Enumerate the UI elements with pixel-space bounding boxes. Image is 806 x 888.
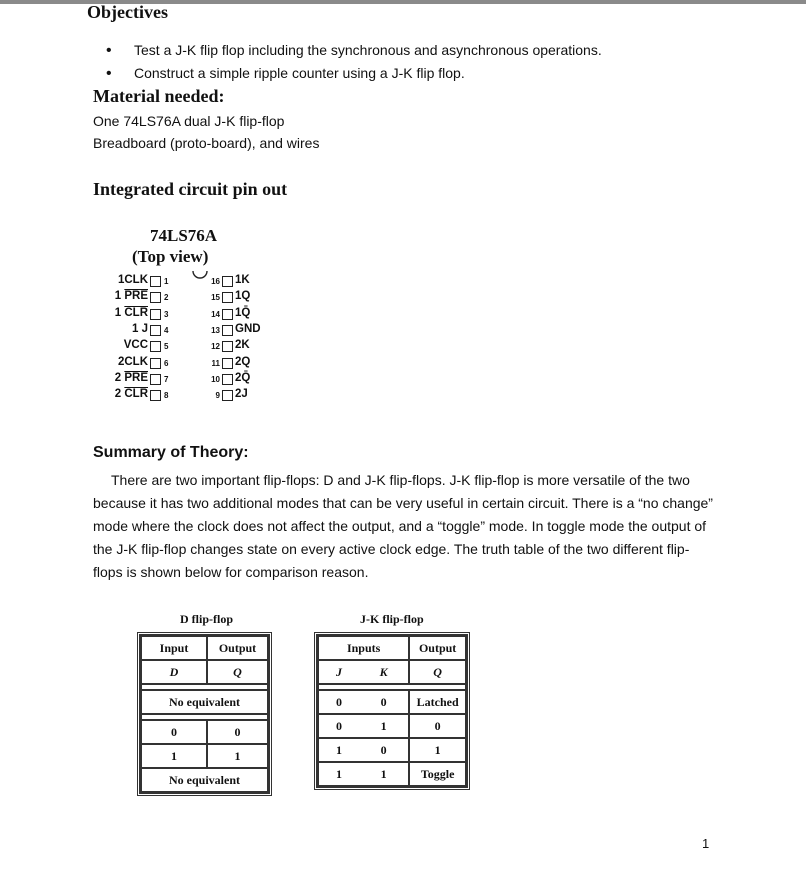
jk-header-inputs: Inputs xyxy=(318,636,409,660)
chip-view-label: (Top view) xyxy=(132,247,209,266)
summary-paragraph: There are two important flip-flops: D and J-K flip-flops. J-K flip-flop is more versatile of the two because it has two additional modes that can be very useful in certain circuit. There is a “no change” mode where the clock does not affect the output, and a “toggle” mode. In toggle mode the output of the J-K flip-flop changes state on every active clock edge. The truth table of the two different flip-flops is shown below for comparison reason. xyxy=(93,472,713,580)
pin-label-left: 1 $\overline{CLR}$ xyxy=(114,306,148,319)
pin-number: 11 xyxy=(211,358,220,368)
pin-box xyxy=(222,374,233,385)
chip-name: 74LS76A xyxy=(150,226,218,245)
pin-box xyxy=(222,325,233,336)
objectives-list xyxy=(92,39,602,85)
pin-box xyxy=(150,276,161,287)
jk-sub-k: K xyxy=(359,660,409,684)
pin-box xyxy=(150,325,161,336)
pin-box xyxy=(150,341,161,352)
pin-label-overbar: $\overline{CLR}$ xyxy=(124,306,148,319)
pin-label-overbar: $\overline{PRE}$ xyxy=(124,371,148,384)
pin-number: 1 xyxy=(164,277,169,286)
d-cell: 1 xyxy=(141,744,207,768)
pin-number: 6 xyxy=(164,358,169,368)
pin-label-left: 2 $\overline{PRE}$ xyxy=(114,371,148,384)
pin-number: 15 xyxy=(211,293,220,303)
materials-heading: Material needed: xyxy=(93,86,225,106)
pin-label-right: GND xyxy=(235,322,261,335)
pin-box xyxy=(222,341,233,352)
pin-label-overbar: $\overline{PRE}$ xyxy=(124,290,148,303)
pin-number: 3 xyxy=(164,309,169,319)
pin-box xyxy=(222,390,233,401)
pin-number: 14 xyxy=(211,309,220,319)
chip-pinout-diagram xyxy=(108,226,278,428)
pin-number: 10 xyxy=(211,374,220,384)
chip-notch xyxy=(193,271,207,278)
pin-box xyxy=(150,292,161,303)
pin-box xyxy=(222,276,233,287)
pin-label-left: 1CLK xyxy=(117,274,148,286)
jk-flipflop-truth-table xyxy=(314,632,470,790)
d-header-input: Input xyxy=(141,636,207,660)
pin-label-right: 1Q xyxy=(235,290,251,303)
jk-cell: 0 xyxy=(359,738,409,762)
objective-item: • Test a J-K flip flop including the synchronous and asynchronous operations. xyxy=(92,39,602,62)
d-cell: 0 xyxy=(141,720,207,744)
pin-number: 4 xyxy=(164,325,169,335)
pin-label-right: 2Q̄ xyxy=(235,371,251,384)
jk-cell: 1 xyxy=(409,738,466,762)
pin-number: 8 xyxy=(164,391,169,401)
jk-cell: 1 xyxy=(359,714,409,738)
pin-label-left: 1 J xyxy=(132,322,148,335)
jk-cell: Latched xyxy=(409,690,466,714)
d-sub-output: Q xyxy=(207,660,268,684)
d-cell: 1 xyxy=(207,744,268,768)
pin-box xyxy=(222,292,233,303)
pin-box xyxy=(222,358,233,369)
pin-label-right: 1Q̄ xyxy=(235,306,251,319)
pin-label-left: 2 $\overline{CLR}$ xyxy=(114,388,148,401)
d-table-caption: D flip-flop xyxy=(180,612,234,626)
d-sub-input: D xyxy=(141,660,207,684)
pin-box xyxy=(150,390,161,401)
pin-label-left: 2CLK xyxy=(117,355,148,368)
pin-label-right: 2J xyxy=(235,388,248,401)
pin-number: 13 xyxy=(211,325,220,335)
pin-number: 12 xyxy=(211,342,220,352)
jk-cell: 0 xyxy=(318,714,359,738)
jk-cell: 0 xyxy=(359,690,409,714)
pin-label-right: 2Q xyxy=(235,355,251,368)
pin-label-overbar: $\overline{CLR}$ xyxy=(124,388,148,401)
d-no-equivalent: No equivalent xyxy=(141,768,268,792)
jk-cell: 1 xyxy=(318,738,359,762)
objectives-heading: Objectives xyxy=(87,2,168,22)
summary-body xyxy=(93,469,713,584)
material-line: Breadboard (proto-board), and wires xyxy=(93,135,320,151)
pin-label-left: VCC xyxy=(123,339,148,352)
material-line: One 74LS76A dual J-K flip-flop xyxy=(93,113,285,129)
page-number: 1 xyxy=(702,836,710,851)
pin-box xyxy=(150,358,161,369)
jk-sub-output: Q xyxy=(409,660,466,684)
jk-cell: 0 xyxy=(318,690,359,714)
d-header-output: Output xyxy=(207,636,268,660)
pin-number: 9 xyxy=(215,391,220,401)
pin-box xyxy=(222,309,233,320)
summary-heading: Summary of Theory: xyxy=(93,444,249,461)
d-flipflop-truth-table xyxy=(137,632,272,796)
pin-label-right: 2K xyxy=(235,339,250,352)
pin-number: 2 xyxy=(164,293,169,303)
pin-box xyxy=(150,374,161,385)
pin-number: 16 xyxy=(211,277,220,286)
jk-cell: 1 xyxy=(359,762,409,786)
pin-box xyxy=(150,309,161,320)
pin-label-left: 1 $\overline{PRE}$ xyxy=(114,290,148,303)
jk-cell: Toggle xyxy=(409,762,466,786)
jk-cell: 0 xyxy=(409,714,466,738)
jk-cell: 1 xyxy=(318,762,359,786)
pinout-heading: Integrated circuit pin out xyxy=(93,179,288,199)
pin-label-right: 1K xyxy=(235,274,250,286)
objective-item: • Construct a simple ripple counter using a J-K flip flop. xyxy=(92,62,602,85)
pin-number: 5 xyxy=(164,342,169,352)
d-no-equivalent: No equivalent xyxy=(141,690,268,714)
jk-sub-j: J xyxy=(318,660,359,684)
d-cell: 0 xyxy=(207,720,268,744)
pin-number: 7 xyxy=(164,374,169,384)
jk-table-caption: J-K flip-flop xyxy=(360,612,424,626)
jk-header-output: Output xyxy=(409,636,466,660)
